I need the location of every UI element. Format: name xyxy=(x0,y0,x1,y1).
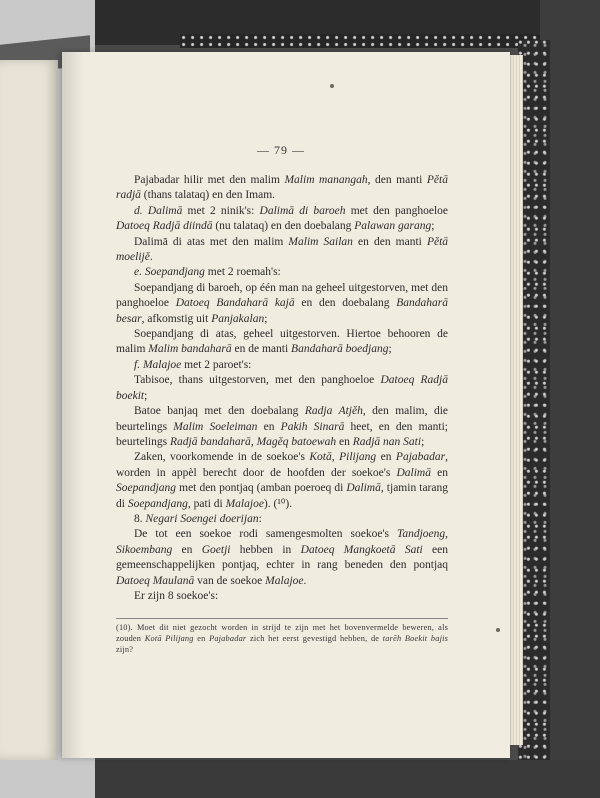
italic-term: Malim Sailan xyxy=(288,235,353,248)
text-run: met 2 roemah's: xyxy=(204,266,281,279)
text-run: , afkomstig uit xyxy=(141,312,212,325)
italic-term: f. Malajoe xyxy=(134,358,182,371)
background-bottom xyxy=(95,760,600,798)
page-speck xyxy=(496,628,500,632)
text-run: ). (¹⁰). xyxy=(263,497,293,510)
italic-term: Malim bandaharā xyxy=(148,343,232,356)
italic-term: Pakih Sinarā xyxy=(280,420,345,433)
paragraph xyxy=(116,265,448,280)
footnote-rule xyxy=(116,618,448,619)
text-run: , xyxy=(331,451,340,464)
text-run: ; xyxy=(431,220,435,233)
text-run: : xyxy=(258,512,262,525)
italic-term: Malim manangah xyxy=(284,174,368,186)
page-number: — 79 — xyxy=(257,143,305,157)
text-run: (thans talataq) en den Imam. xyxy=(140,189,276,202)
paragraph xyxy=(116,327,448,358)
paragraph xyxy=(116,527,448,589)
paragraph xyxy=(116,373,448,404)
italic-term: Kotā xyxy=(309,451,332,464)
text-run: Tabisoe, thans uitgestorven, met den panghoeloe xyxy=(134,374,381,387)
text-run: , den manti xyxy=(367,174,427,186)
footnote xyxy=(116,622,448,655)
italic-term: Malajoe xyxy=(265,574,304,587)
text-run: ; xyxy=(388,343,392,356)
text-run: Er zijn 8 soekoe's: xyxy=(134,589,219,602)
text-run: met den pontjaq (amban poeroeq di xyxy=(176,482,347,495)
text-run: met 2 paroet's: xyxy=(181,358,252,371)
text-run: . xyxy=(303,574,307,587)
page-gutter-shadow xyxy=(62,52,84,758)
italic-term: Datoeq Radjā diindā xyxy=(116,220,213,233)
paragraph xyxy=(116,204,448,235)
paragraph xyxy=(116,281,448,327)
italic-term: Pajabadar xyxy=(395,451,446,464)
italic-term: Malajoe xyxy=(225,497,264,510)
text-run: Soepandjang di baroeh, op één man na geheel uitgestorven, met den panghoeloe xyxy=(116,281,448,310)
text-run: en de manti xyxy=(231,343,292,356)
italic-term: Pilijang xyxy=(339,451,377,464)
italic-term: Pĕtā moelijĕ xyxy=(116,235,449,264)
text-run: Pajabadar hilir met den malim xyxy=(134,174,285,186)
text-run: ; xyxy=(264,312,268,325)
italic-term: Datoeq Radjā boekit xyxy=(116,374,448,402)
page-speck xyxy=(330,84,334,88)
italic-term: e. Soepandjang xyxy=(134,266,205,279)
text-run: en xyxy=(336,435,353,448)
italic-term: Bandaharā boedjang xyxy=(291,343,389,356)
text-run: De tot een soekoe rodi samengesmolten soekoe's xyxy=(134,528,397,541)
text-run: van de soekoe xyxy=(194,574,266,587)
paragraph xyxy=(116,235,448,266)
text-run: en den doebalang xyxy=(294,297,397,310)
text-run: en xyxy=(172,543,202,556)
text-run: (nu talataq) en den doebalang xyxy=(212,220,355,233)
italic-term: Pajabadar xyxy=(209,634,247,643)
italic-term: Pĕtā radjā xyxy=(116,174,448,202)
italic-term: Dalimā xyxy=(346,482,381,495)
text-run: , worden in appèl berecht door de hoofden der soekoe's xyxy=(116,451,448,479)
italic-term: Kotā Pilijang xyxy=(144,634,194,643)
italic-term: Datoeq Mangkoetā Sati xyxy=(300,543,423,556)
text-run: 8. xyxy=(134,512,146,525)
book-cover-top-edge xyxy=(180,34,540,48)
italic-term: Datoeq Bandaharā kajā xyxy=(175,297,295,310)
text-run: heet, en den manti; beurtelings xyxy=(116,420,448,448)
text-run: , xyxy=(250,435,257,448)
text-run: Dalimā di atas met den malim xyxy=(134,235,289,248)
paragraph xyxy=(116,173,448,204)
text-run: een gemeenschappelijken pontjaq, echter in rang beneden den pontjaq xyxy=(116,543,448,572)
italic-term: d. Dalimā xyxy=(134,204,183,217)
paragraph xyxy=(116,404,448,450)
italic-term: Bandaharā besar xyxy=(116,297,449,325)
italic-term: Goetji xyxy=(201,543,231,556)
text-run: hebben in xyxy=(230,543,301,556)
paragraph xyxy=(116,512,448,527)
text-run: , tjamin tarang di xyxy=(116,482,448,510)
italic-term: Dalimā xyxy=(396,466,431,479)
text-run: Batoe banjaq met den doebalang xyxy=(134,405,305,418)
text-run: , pati di xyxy=(187,497,226,510)
italic-term: Palawan garang xyxy=(354,220,432,233)
text-run: en xyxy=(193,634,210,643)
text-run: ; xyxy=(421,435,425,448)
italic-term: Tandjoeng xyxy=(396,528,446,541)
italic-term: Soepandjang xyxy=(116,482,177,495)
italic-term: Negari Soengei doerijan xyxy=(145,512,259,525)
italic-term: Radja Atjĕh xyxy=(304,405,363,418)
text-run: zich het eerst gevestigd hebben, de xyxy=(246,634,383,643)
paragraph xyxy=(116,450,448,512)
text-run: en den manti xyxy=(352,235,427,248)
left-page xyxy=(0,60,58,760)
paragraph xyxy=(116,589,448,604)
text-run: zijn? xyxy=(116,645,134,654)
italic-term: Sikoembang xyxy=(116,543,173,556)
text-run: (10). Moet dit niet gezocht worden in strijd te zijn met het bovenvermelde beweren, als zouden xyxy=(116,623,448,643)
italic-term: Dalimā di baroeh xyxy=(259,204,346,217)
text-run: . xyxy=(149,251,153,264)
paragraph xyxy=(116,358,448,373)
text-run: met den panghoeloe xyxy=(345,204,448,217)
italic-term: tarĕh Boekit bajis xyxy=(382,634,449,643)
italic-term: Panjakalan xyxy=(211,312,265,325)
book-page xyxy=(62,52,510,758)
text-run: , den malim, die beurtelings xyxy=(116,405,448,433)
text-run: en xyxy=(257,420,281,433)
text-run: ; xyxy=(144,389,148,402)
italic-term: Magĕq batoewah xyxy=(256,435,337,448)
italic-term: Soepandjang xyxy=(127,497,188,510)
text-run: , xyxy=(445,528,448,541)
text-run: Soepandjang di atas, geheel uitgestorven. Hiertoe behooren de malim xyxy=(116,328,448,356)
italic-term: Radjā nan Sati xyxy=(352,435,422,448)
body-text xyxy=(116,173,448,604)
text-run: met 2 ninik's: xyxy=(182,204,260,217)
italic-term: Malim Soeleiman xyxy=(173,420,258,433)
text-run: Zaken, voorkomende in de soekoe's xyxy=(134,451,310,464)
italic-term: Radjā bandaharā xyxy=(169,435,251,448)
text-run: en xyxy=(430,466,448,479)
text-run: en xyxy=(376,451,396,464)
italic-term: Datoeq Maulanā xyxy=(116,574,195,587)
